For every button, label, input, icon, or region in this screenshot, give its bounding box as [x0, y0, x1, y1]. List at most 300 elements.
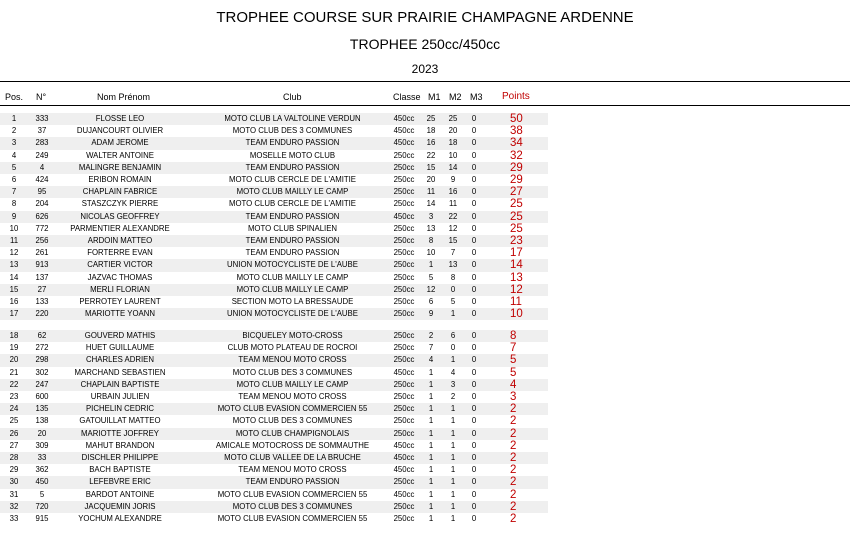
cell-pos: 23 [9, 392, 19, 401]
cell-name: MARIOTTE YOANN [84, 309, 156, 319]
table-row [0, 113, 548, 125]
cell-number: 133 [35, 297, 49, 306]
cell-club: TEAM ENDURO PASSION [245, 138, 340, 148]
cell-number: 626 [35, 211, 49, 221]
cell-name: CHARLES ADRIEN [85, 355, 155, 365]
col-header-class: Classe [393, 92, 421, 102]
cell-pos: 32 [9, 501, 19, 511]
cell-class: 450cc [393, 489, 415, 499]
cell-pos: 1 [11, 114, 17, 123]
cell-m2: 1 [450, 416, 456, 426]
cell-club: MOTO CLUB SPINALIEN [247, 223, 338, 233]
cell-m1: 7 [428, 343, 434, 353]
cell-number: 20 [37, 428, 47, 438]
cell-m1: 1 [428, 416, 434, 426]
cell-m1: 1 [428, 440, 434, 450]
cell-class: 450cc [393, 138, 415, 148]
table-row [0, 259, 548, 271]
cell-number: 283 [35, 138, 49, 148]
cell-name: URBAIN JULIEN [90, 392, 150, 401]
cell-name: MERLI FLORIAN [90, 284, 150, 294]
cell-class: 250cc [393, 150, 415, 160]
cell-pos: 13 [9, 260, 19, 270]
cell-class: 450cc [393, 465, 415, 475]
cell-class: 250cc [393, 404, 415, 414]
cell-pos: 12 [9, 248, 19, 258]
cell-points: 2 [510, 427, 517, 440]
cell-name: PERROTEY LAURENT [79, 297, 161, 306]
cell-m3: 0 [471, 236, 477, 245]
cell-club: MOSELLE MOTO CLUB [249, 150, 336, 160]
cell-number: 256 [35, 236, 49, 245]
cell-pos: 29 [9, 465, 19, 475]
cell-number: 62 [37, 331, 47, 340]
cell-number: 204 [35, 199, 49, 209]
cell-name: JAZVAC THOMAS [87, 272, 153, 282]
table-row [0, 308, 548, 320]
cell-name: CARTIER VICTOR [87, 260, 153, 270]
cell-m2: 8 [450, 272, 456, 282]
cell-m2: 18 [448, 138, 458, 148]
table-row [0, 247, 548, 259]
cell-class: 250cc [393, 477, 415, 487]
cell-m3: 0 [471, 465, 477, 475]
cell-m3: 0 [471, 477, 477, 487]
cell-club: TEAM ENDURO PASSION [245, 211, 340, 221]
cell-points: 29 [510, 174, 523, 186]
cell-number: 138 [35, 416, 49, 426]
cell-m2: 9 [450, 175, 456, 184]
table-row [0, 125, 548, 137]
cell-points: 34 [510, 137, 523, 150]
cell-m3: 0 [471, 416, 477, 426]
cell-points: 2 [510, 452, 517, 464]
cell-points: 38 [510, 125, 523, 138]
cell-m1: 1 [428, 501, 434, 511]
cell-class: 450cc [393, 453, 415, 462]
cell-club: MOTO CLUB LA VALTOLINE VERDUN [224, 114, 361, 123]
cell-m1: 1 [428, 260, 434, 270]
cell-number: 302 [35, 367, 49, 377]
cell-number: 37 [37, 126, 47, 136]
cell-class: 250cc [393, 223, 415, 233]
cell-pos: 8 [11, 199, 17, 209]
cell-club: MOTO CLUB EVASION COMMERCIEN 55 [217, 489, 368, 499]
cell-club: MOTO CLUB DES 3 COMMUNES [232, 501, 353, 511]
cell-m1: 1 [428, 392, 434, 401]
cell-pos: 31 [9, 489, 19, 499]
table-row [0, 174, 548, 186]
cell-m2: 1 [450, 501, 456, 511]
table-row [0, 452, 548, 464]
cell-class: 250cc [393, 428, 415, 438]
cell-pos: 27 [9, 440, 19, 450]
cell-class: 250cc [393, 199, 415, 209]
cell-m3: 0 [471, 367, 477, 377]
cell-class: 450cc [393, 367, 415, 377]
cell-name: GOUVERD MATHIS [84, 331, 156, 340]
cell-name: ADAM JEROME [91, 138, 149, 148]
cell-class: 250cc [393, 309, 415, 319]
cell-club: TEAM MENOU MOTO CROSS [238, 355, 347, 365]
cell-number: 772 [35, 223, 49, 233]
cell-points: 25 [510, 222, 523, 235]
cell-m1: 1 [428, 477, 434, 487]
cell-club: UNION MOTOCYCLISTE DE L'AUBE [227, 309, 358, 319]
cell-m2: 5 [450, 297, 456, 306]
cell-name: STASZCZYK PIERRE [81, 199, 159, 209]
cell-pos: 18 [9, 331, 19, 340]
cell-class: 450cc [393, 211, 415, 221]
cell-m2: 6 [450, 331, 456, 340]
cell-name: YOCHUM ALEXANDRE [78, 514, 162, 523]
cell-name: JACQUEMIN JORIS [84, 501, 156, 511]
cell-club: MOTO CLUB MAILLY LE CAMP [236, 187, 349, 197]
cell-points: 12 [510, 283, 523, 296]
cell-m1: 1 [428, 453, 434, 462]
cell-class: 250cc [393, 355, 415, 365]
cell-m2: 14 [448, 162, 458, 172]
cell-name: LEFEBVRE ERIC [89, 477, 151, 487]
cell-m1: 25 [426, 114, 436, 123]
cell-club: MOTO CLUB CERCLE DE L'AMITIE [229, 175, 356, 184]
cell-m1: 6 [428, 297, 434, 306]
cell-m2: 1 [450, 465, 456, 475]
cell-club: MOTO CLUB DES 3 COMMUNES [232, 416, 353, 426]
cell-m3: 0 [471, 343, 477, 353]
cell-club: MOTO CLUB DES 3 COMMUNES [232, 367, 353, 377]
table-row [0, 464, 548, 476]
col-header-pos: Pos. [5, 92, 24, 102]
cell-points: 25 [510, 210, 523, 223]
cell-pos: 7 [11, 187, 17, 197]
cell-points: 5 [510, 354, 517, 367]
cell-club: TEAM MENOU MOTO CROSS [238, 465, 347, 475]
cell-m3: 0 [471, 514, 477, 523]
cell-m1: 22 [426, 150, 436, 160]
cell-m1: 1 [428, 465, 434, 475]
cell-class: 250cc [393, 416, 415, 426]
col-header-m2: M2 [449, 92, 462, 102]
col-header-m3: M3 [470, 92, 483, 102]
cell-pos: 33 [9, 514, 19, 523]
table-row [0, 489, 548, 501]
cell-m1: 3 [428, 211, 434, 221]
cell-name: PARMENTIER ALEXANDRE [70, 223, 170, 233]
cell-name: BARDOT ANTOINE [85, 489, 155, 499]
cell-club: MOTO CLUB DES 3 COMMUNES [232, 126, 353, 136]
cell-pos: 10 [9, 223, 19, 233]
cell-m1: 1 [428, 367, 434, 377]
cell-m2: 1 [450, 309, 456, 319]
cell-number: 298 [35, 355, 49, 365]
cell-points: 8 [510, 330, 517, 342]
cell-points: 2 [510, 464, 517, 477]
cell-class: 250cc [393, 379, 415, 389]
cell-m3: 0 [471, 440, 477, 450]
cell-m2: 0 [450, 284, 456, 294]
cell-pos: 17 [9, 309, 19, 319]
cell-m3: 0 [471, 162, 477, 172]
cell-m3: 0 [471, 272, 477, 282]
cell-m2: 1 [450, 489, 456, 499]
cell-m2: 16 [448, 187, 458, 197]
cell-class: 250cc [393, 284, 415, 294]
cell-m1: 14 [426, 199, 436, 209]
cell-number: 95 [37, 187, 47, 197]
cell-class: 250cc [393, 236, 415, 245]
cell-points: 2 [510, 415, 517, 428]
cell-m3: 0 [471, 248, 477, 258]
cell-club: MOTO CLUB EVASION COMMERCIEN 55 [217, 514, 368, 523]
col-header-name: Nom Prénom [97, 92, 151, 102]
cell-class: 250cc [393, 248, 415, 258]
cell-m2: 3 [450, 379, 456, 389]
table-row [0, 162, 548, 174]
cell-pos: 2 [11, 126, 17, 136]
cell-m2: 4 [450, 367, 456, 377]
page-title: TROPHEE COURSE SUR PRAIRIE CHAMPAGNE ARDENNE [216, 9, 634, 26]
cell-number: 135 [35, 404, 49, 414]
table-row [0, 476, 548, 488]
table-row [0, 330, 548, 342]
table-row [0, 428, 548, 440]
cell-name: PICHELIN CEDRIC [85, 404, 155, 414]
table-row [0, 272, 548, 284]
cell-m2: 1 [450, 453, 456, 462]
cell-pos: 15 [9, 284, 19, 294]
cell-class: 250cc [393, 501, 415, 511]
cell-class: 250cc [393, 175, 415, 184]
cell-number: 450 [35, 477, 49, 487]
cell-points: 50 [510, 113, 523, 125]
cell-m3: 0 [471, 138, 477, 148]
cell-pos: 5 [11, 162, 17, 172]
cell-pos: 24 [9, 404, 19, 414]
cell-club: MOTO CLUB MAILLY LE CAMP [236, 272, 349, 282]
cell-m3: 0 [471, 331, 477, 340]
cell-name: BACH BAPTISTE [89, 465, 151, 475]
table-row [0, 354, 548, 366]
cell-points: 3 [510, 391, 517, 403]
cell-m1: 18 [426, 126, 436, 136]
cell-pos: 11 [9, 236, 19, 245]
cell-club: TEAM ENDURO PASSION [245, 236, 340, 245]
cell-number: 27 [37, 284, 47, 294]
cell-m3: 0 [471, 223, 477, 233]
cell-m3: 0 [471, 379, 477, 389]
cell-m3: 0 [471, 404, 477, 414]
cell-points: 32 [510, 149, 523, 162]
cell-m2: 20 [448, 126, 458, 136]
cell-m2: 2 [450, 392, 456, 401]
cell-m3: 0 [471, 150, 477, 160]
col-header-m1: M1 [428, 92, 441, 102]
table-row [0, 501, 548, 513]
table-row [0, 137, 548, 149]
cell-m1: 1 [428, 428, 434, 438]
col-header-club: Club [283, 92, 302, 102]
cell-m1: 1 [428, 404, 434, 414]
cell-m1: 5 [428, 272, 434, 282]
cell-pos: 21 [9, 367, 19, 377]
cell-m2: 0 [450, 343, 456, 353]
cell-m2: 12 [448, 223, 458, 233]
cell-number: 247 [35, 379, 49, 389]
header-bottom-rule [0, 105, 850, 106]
cell-m1: 2 [428, 331, 434, 340]
table-row [0, 440, 548, 452]
cell-m1: 1 [428, 489, 434, 499]
cell-name: CHAPLAIN BAPTISTE [80, 379, 160, 389]
year-label: 2023 [411, 62, 439, 76]
cell-pos: 22 [9, 379, 19, 389]
cell-pos: 28 [9, 453, 19, 462]
cell-number: 720 [35, 501, 49, 511]
cell-class: 250cc [393, 187, 415, 197]
cell-m1: 12 [426, 284, 436, 294]
cell-name: WALTER ANTOINE [86, 150, 154, 160]
cell-pos: 14 [9, 272, 19, 282]
cell-pos: 19 [9, 343, 19, 353]
cell-m3: 0 [471, 199, 477, 209]
cell-number: 220 [35, 309, 49, 319]
cell-club: MOTO CLUB MAILLY LE CAMP [236, 284, 349, 294]
cell-name: ARDOIN MATTEO [87, 236, 153, 245]
cell-name: HUET GUILLAUME [85, 343, 155, 353]
cell-m2: 15 [448, 236, 458, 245]
cell-pos: 9 [11, 211, 17, 221]
table-row [0, 342, 548, 354]
cell-number: 5 [39, 489, 45, 499]
cell-club: CLUB MOTO PLATEAU DE ROCROI [227, 343, 358, 353]
page-subtitle: TROPHEE 250cc/450cc [349, 36, 501, 52]
cell-name: ERIBON ROMAIN [88, 175, 152, 184]
table-row [0, 391, 548, 403]
cell-number: 309 [35, 440, 49, 450]
cell-points: 2 [510, 403, 517, 416]
cell-number: 261 [35, 248, 49, 258]
cell-m2: 1 [450, 514, 456, 523]
col-header-points: Points [502, 91, 530, 102]
cell-club: MOTO CLUB MAILLY LE CAMP [236, 379, 349, 389]
table-row [0, 186, 548, 198]
cell-points: 11 [510, 296, 522, 308]
cell-points: 2 [510, 476, 517, 489]
cell-points: 2 [510, 513, 517, 525]
cell-number: 362 [35, 465, 49, 475]
table-row [0, 415, 548, 427]
cell-m2: 1 [450, 404, 456, 414]
cell-pos: 6 [11, 175, 17, 184]
cell-points: 10 [510, 308, 523, 321]
cell-club: BICQUELEY MOTO-CROSS [242, 331, 343, 340]
cell-m2: 13 [448, 260, 458, 270]
cell-club: TEAM MENOU MOTO CROSS [238, 392, 347, 401]
cell-class: 450cc [393, 114, 415, 123]
cell-m2: 1 [450, 477, 456, 487]
cell-class: 250cc [393, 331, 415, 340]
table-row [0, 223, 548, 235]
cell-class: 450cc [393, 126, 415, 136]
cell-club: TEAM ENDURO PASSION [245, 477, 340, 487]
table-row [0, 284, 548, 296]
cell-points: 29 [510, 161, 523, 174]
cell-club: SECTION MOTO LA BRESSAUDE [231, 297, 354, 306]
cell-name: MARCHAND SEBASTIEN [74, 367, 166, 377]
cell-pos: 26 [9, 428, 19, 438]
cell-pos: 3 [11, 138, 17, 148]
cell-m3: 0 [471, 392, 477, 401]
col-header-number: N° [36, 92, 47, 102]
cell-number: 600 [35, 392, 49, 401]
cell-points: 2 [510, 439, 517, 452]
cell-club: MOTO CLUB CERCLE DE L'AMITIE [229, 199, 356, 209]
cell-m1: 8 [428, 236, 434, 245]
cell-m3: 0 [471, 501, 477, 511]
cell-pos: 25 [9, 416, 19, 426]
cell-m2: 11 [448, 199, 458, 209]
cell-m3: 0 [471, 453, 477, 462]
table-row [0, 211, 548, 223]
table-row [0, 367, 548, 379]
cell-points: 14 [510, 259, 523, 272]
header-top-rule [0, 81, 850, 82]
cell-points: 7 [510, 342, 517, 355]
cell-pos: 20 [9, 355, 19, 365]
cell-m2: 7 [450, 248, 456, 258]
cell-m2: 10 [448, 150, 458, 160]
cell-m1: 9 [428, 309, 434, 319]
cell-pos: 4 [11, 150, 17, 160]
cell-m2: 25 [448, 114, 458, 123]
cell-m3: 0 [471, 114, 477, 123]
cell-number: 424 [35, 175, 49, 184]
cell-m3: 0 [471, 428, 477, 438]
cell-class: 250cc [393, 514, 415, 523]
cell-m3: 0 [471, 284, 477, 294]
table-row [0, 403, 548, 415]
cell-m1: 15 [426, 162, 436, 172]
cell-m2: 1 [450, 355, 456, 365]
table-row [0, 198, 548, 210]
cell-m1: 13 [426, 223, 436, 233]
cell-m3: 0 [471, 297, 477, 306]
table-row [0, 235, 548, 247]
cell-m3: 0 [471, 489, 477, 499]
cell-pos: 30 [9, 477, 19, 487]
cell-name: CHAPLAIN FABRICE [82, 187, 158, 197]
cell-name: DUJANCOURT OLIVIER [76, 126, 164, 136]
cell-number: 33 [37, 453, 47, 462]
cell-club: MOTO CLUB VALLEE DE LA BRUCHE [224, 453, 361, 462]
cell-class: 250cc [393, 260, 415, 270]
cell-number: 272 [35, 343, 49, 353]
cell-m3: 0 [471, 309, 477, 319]
cell-class: 250cc [393, 343, 415, 353]
cell-name: MALINGRE BENJAMIN [78, 162, 162, 172]
cell-name: NICOLAS GEOFFREY [80, 211, 160, 221]
cell-club: AMICALE MOTOCROSS DE SOMMAUTHE [215, 440, 370, 450]
cell-points: 4 [510, 378, 517, 391]
cell-club: UNION MOTOCYCLISTE DE L'AUBE [227, 260, 358, 270]
cell-m3: 0 [471, 211, 477, 221]
cell-number: 249 [35, 150, 49, 160]
cell-class: 450cc [393, 440, 415, 450]
cell-points: 25 [510, 198, 523, 211]
cell-m3: 0 [471, 260, 477, 270]
cell-m1: 4 [428, 355, 434, 365]
